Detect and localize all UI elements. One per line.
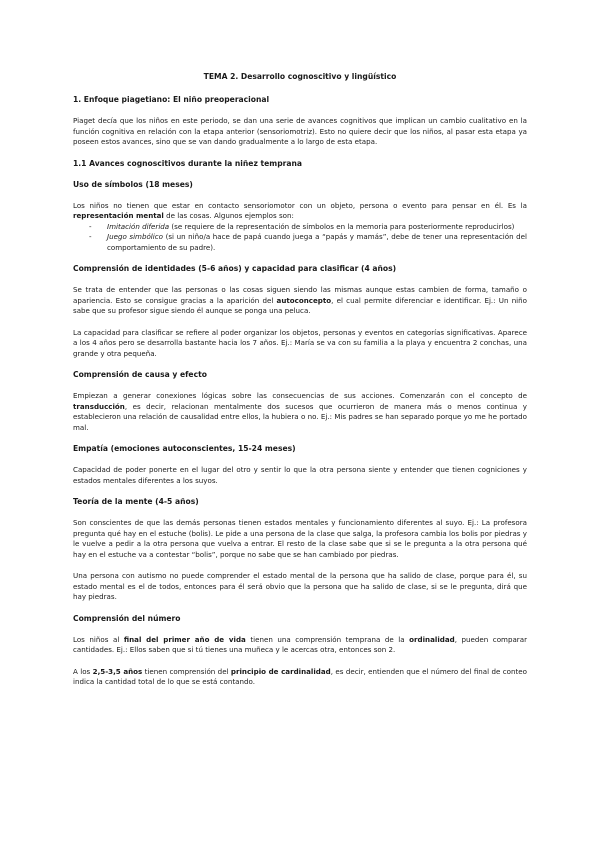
numero-paragraph-2 xyxy=(73,667,527,688)
uso-simbolos-heading: Uso de símbolos (18 meses) xyxy=(73,179,193,189)
causa-efecto-paragraph xyxy=(73,391,527,433)
text-run: , pueden comparar cantidades. Ej.: Ellos saben que si tú tienes una muñeca y le acercas otra, entonces son 2. xyxy=(73,634,527,654)
empatia-heading: Empatía (emociones autoconscientes, 15-24 meses) xyxy=(73,444,296,453)
identidades-heading: Comprensión de identidades (5-6 años) y capacidad para clasificar (4 años) xyxy=(73,264,397,273)
text-run: Se trata de entender que las personas o las cosas siguen siendo las mismas aunque estas cambien de forma, tamaño o apariencia. Esto se consigue gracias a la aparición del xyxy=(73,285,527,305)
bold-term: autoconcepto xyxy=(276,295,332,305)
text-run: A los xyxy=(73,666,93,676)
text-run: Los niños al xyxy=(73,634,124,644)
section-1-1-heading: 1.1 Avances cognoscitivos durante la niñez temprana xyxy=(73,158,303,168)
text-run: (si un niño/a hace de papá cuando juega a “papás y mamás”, debe de tener una representación del comportamiento de su padre). xyxy=(107,232,527,252)
list-item xyxy=(89,222,527,233)
teoria-mente-heading: Teoría de la mente (4-5 años) xyxy=(73,497,199,506)
bold-term: ordinalidad xyxy=(409,634,455,644)
text-run: Los niños no tienen que estar en contacto sensoriomotor con un objeto, persona o evento para pensar en él. Es la xyxy=(73,200,527,210)
text-run: tienen una comprensión temprana de la xyxy=(245,634,410,644)
identidades-paragraph-2: La capacidad para clasificar se refiere al poder organizar los objetos, personas y eventos en categorías significativas. Aparece a los 4 años pero se desarrolla bastante hacia los 7 años. Ej.: María se va con su familia a la playa y encuentra 2 conchas, una grande y otra pequeña. xyxy=(73,327,527,358)
text-run: Empiezan a generar conexiones lógicas sobre las consecuencias de sus acciones. Comenzarán con el concepto de xyxy=(73,391,527,400)
list-item xyxy=(89,232,527,253)
text-run: , el cual permite diferenciar e identificar. Ej.: Un niño sabe que su profesor sigue siendo él aunque se ponga una peluca. xyxy=(73,295,527,315)
causa-efecto-heading: Comprensión de causa y efecto xyxy=(73,370,207,379)
bold-term: final del primer año de vida xyxy=(123,634,246,644)
text-run: tienen comprensión del xyxy=(142,666,231,676)
uso-simbolos-paragraph xyxy=(73,201,527,222)
bold-term: 2,5-3,5 años xyxy=(92,666,143,676)
numero-heading: Comprensión del número xyxy=(73,613,181,623)
italic-term: Imitación diferida xyxy=(107,221,170,231)
section-1-paragraph: Piaget decía que los niños en este periodo, se dan una serie de avances cognitivos que implican un cambio cualitativo en la función cognitiva en relación con la etapa anterior (sensoriomotriz). Esto no quiere decir que los niños, al pasar esta etapa ya poseen estos avances, sino que se van dando gradualmente a lo largo de esta etapa. xyxy=(73,116,527,146)
text-run: de las cosas. Algunos ejemplos son: xyxy=(163,211,294,220)
bold-term: representación mental xyxy=(73,211,164,220)
identidades-paragraph-1 xyxy=(73,285,527,317)
section-1-heading: 1. Enfoque piagetiano: El niño preoperacional xyxy=(73,95,270,104)
examples-list xyxy=(73,222,527,254)
italic-term: Juego simbólico xyxy=(107,232,163,241)
text-run: , es decir, relacionan mentalmente dos sucesos que ocurrieron de manera más o menos continua y establecieron una relación de causalidad entre ellos, la hubiera o no. Ej.: Mis padres se han separado porque yo me he portado mal. xyxy=(73,401,527,432)
text-run: (se requiere de la representación de símbolos en la memoria para posteriormente reproducirlos) xyxy=(169,221,515,231)
empatia-paragraph: Capacidad de poder ponerte en el lugar del otro y sentir lo que la otra persona siente y entender que tienen cogniciones y estados mentales diferentes a los suyos. xyxy=(73,465,527,485)
numero-paragraph-1 xyxy=(73,635,527,656)
teoria-mente-paragraph-1: Son conscientes de que las demás personas tienen estados mentales y funcionamiento diferentes al suyo. Ej.: La profesora pregunta qué hay en el estuche (bolis). Le pide a una persona de la clase que salga, la profesora cambia los bolis por piedras y le vuelve a pedir a la otra persona que vuelva a entrar. El resto de la clase sabe que si se le pregunta a la otra persona qué hay en el estuche va a contestar “bolis”, porque no sabe que se han cambiado por piedras. xyxy=(73,518,527,559)
text-run: , es decir, entienden que el número del final de conteo indica la cantidad total de lo que se está contando. xyxy=(73,666,527,686)
bold-term: principio de cardinalidad xyxy=(230,666,331,676)
teoria-mente-paragraph-2: Una persona con autismo no puede comprender el estado mental de la persona que ha salido de clase, porque para él, su estado mental es el de todos, entonces para él será obvio que la persona que ha salido de clase, si se le pregunta, dirá que hay piedras. xyxy=(73,571,527,601)
document-title: TEMA 2. Desarrollo cognoscitivo y lingüístico xyxy=(203,72,397,81)
bold-term: transducción xyxy=(73,401,125,411)
